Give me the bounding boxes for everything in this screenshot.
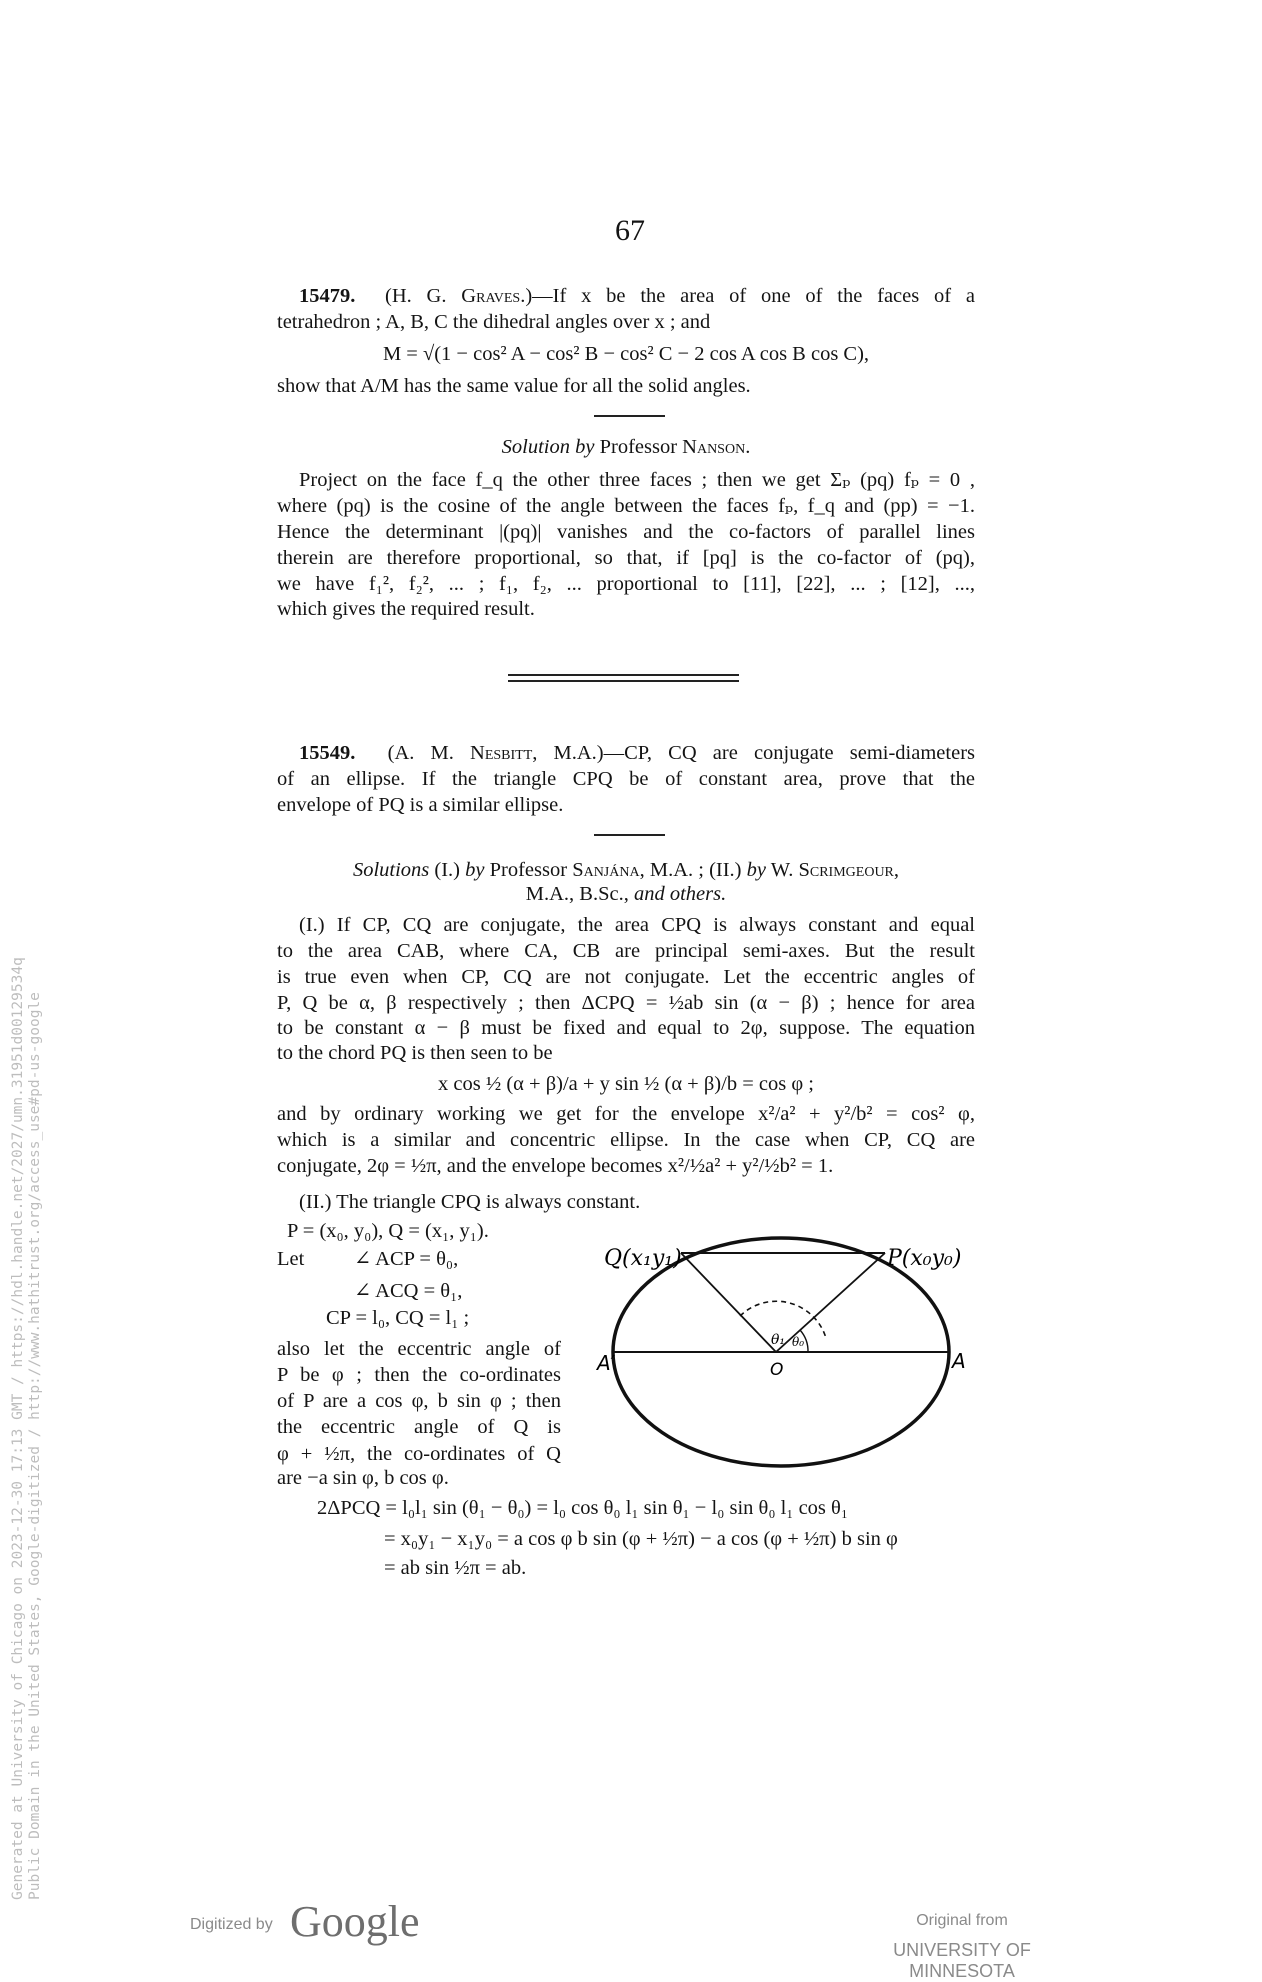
area-equation-2: = x₀y₁ − x₁y₀ = a cos φ b sin (φ + ½π) − a cos (φ + ½π) b sin φ	[384, 1528, 898, 1550]
area-equation-3: = ab sin ½π = ab.	[384, 1557, 527, 1579]
part2-line: φ + ½π, the co-ordinates of Q	[277, 1443, 561, 1465]
part2-intro: (II.) The triangle CPQ is always constant.	[299, 1191, 641, 1213]
q15479-formula: M = √(1 − cos² A − cos² B − cos² C − 2 cos A cos B cos C),	[382, 343, 870, 365]
label-theta1: θ₁	[771, 1332, 786, 1348]
page-number: 67	[615, 214, 645, 247]
part1-line: to the area CAB, where CA, CB are principal semi-axes. But the result	[277, 940, 975, 962]
solution-line: Project on the face f_q the other three faces ; then we get Σₚ (pq) fₚ = 0 ,	[299, 469, 975, 491]
part2-let: Let	[277, 1248, 305, 1270]
question-number: 15549.	[299, 742, 356, 764]
label-a: A	[952, 1349, 966, 1373]
q15549-line-3: envelope of PQ is a similar ellipse.	[277, 794, 564, 816]
part1-line: which is a similar and concentric ellipse. In the case when CP, CQ are	[277, 1129, 975, 1151]
area-equation-1: 2ΔPCQ = l₀l₁ sin (θ₁ − θ₀) = l₀ cos θ₀ l₁ sin θ₁ − l₀ sin θ₀ l₁ cos θ₁	[317, 1497, 848, 1519]
text: Professor	[484, 859, 573, 881]
part1-line: and by ordinary working we get for the envelope x²/a² + y²/b² = cos² φ,	[277, 1103, 975, 1125]
q15479-line-4: show that A/M has the same value for all the solid angles.	[277, 375, 751, 397]
institution-label: UNIVERSITY OF MINNESOTA	[893, 1940, 1031, 1981]
part2-line: P be φ ; then the co-ordinates	[277, 1364, 561, 1386]
watermark-line-1: Generated at University of Chicago on 2023-12-30 17:13 GMT / https://hdl.handle.net/2027/umn.31951d00129534q	[10, 957, 26, 1900]
original-from-label: Original from	[916, 1912, 1008, 1929]
label-o: O	[770, 1360, 784, 1380]
text: and others.	[633, 883, 727, 905]
text: .)—If x be the area of one of the faces of a	[520, 285, 975, 307]
part1-line: (I.) If CP, CQ are conjugate, the area CPQ is always constant and equal	[299, 914, 975, 936]
label-p: P(x₀y₀)	[887, 1246, 962, 1271]
solution-line: where (pq) is the cosine of the angle between the faces fₚ, f_q and (pp) = −1.	[277, 495, 975, 517]
text: ,	[893, 859, 900, 881]
label-a-prime: A′	[597, 1351, 616, 1375]
label-theta0: θ₀	[792, 1335, 805, 1349]
part2-line: the eccentric angle of Q is	[277, 1416, 561, 1438]
solution-line: Hence the determinant |(pq)| vanishes and the co-factors of parallel lines	[277, 521, 975, 543]
part2-line: are −a sin φ, b cos φ.	[277, 1467, 449, 1489]
text: , M.A. ; (II.)	[639, 859, 747, 881]
author-name: Nanson	[682, 436, 746, 458]
text: M.A., B.Sc.,	[525, 883, 634, 905]
part1-line: to be constant α − β must be fixed and equal to 2φ, suppose. The equation	[277, 1017, 975, 1039]
chord-equation: x cos ½ (α + β)/a + y sin ½ (α + β)/b = cos φ ;	[438, 1073, 814, 1095]
text: , M.A.)—CP, CQ are conjugate semi-diameters	[532, 742, 975, 764]
part2-pq: P = (x₀, y₀), Q = (x₁, y₁).	[287, 1220, 489, 1242]
text: Solution by	[501, 436, 595, 458]
part1-line: conjugate, 2φ = ½π, and the envelope becomes x²/½a² + y²/½b² = 1.	[277, 1155, 834, 1177]
part2-cp: CP = l₀, CQ = l₁ ;	[326, 1307, 470, 1329]
question-number: 15479.	[299, 285, 356, 307]
part2-line: of P are a cos φ, b sin φ ; then	[277, 1390, 561, 1412]
digitized-by-label: Digitized by	[190, 1916, 273, 1933]
author-name: Nesbitt	[470, 742, 533, 764]
google-logo: Google	[290, 1897, 420, 1946]
author-name: Sanjána	[572, 859, 640, 881]
solution-line: which gives the required result.	[277, 598, 535, 620]
part1-line: is true even when CP, CQ are not conjugate. Let the eccentric angles of	[277, 966, 975, 988]
text: Professor	[594, 436, 683, 458]
part1-line: to the chord PQ is then seen to be	[277, 1042, 553, 1064]
text: by	[465, 859, 485, 881]
text: (I.)	[429, 859, 466, 881]
label-q: Q(x₁y₁)	[604, 1246, 682, 1271]
text: (H. G.	[385, 285, 462, 307]
solution-line: we have f₁², f₂², ... ; f₁, f₂, ... proportional to [11], [22], ... ; [12], ...,	[277, 573, 975, 595]
q15549-line-2: of an ellipse. If the triangle CPQ be of constant area, prove that the	[277, 768, 975, 790]
part2-line: also let the eccentric angle of	[277, 1338, 561, 1360]
author-name: Graves	[461, 285, 521, 307]
part2-acq: ∠ ACQ = θ₁,	[354, 1280, 463, 1302]
text: W.	[766, 859, 799, 881]
author-name: Scrimgeour	[798, 859, 894, 881]
text: Solutions	[352, 859, 430, 881]
solution-heading: Solution by Professor Nanson.	[501, 436, 751, 458]
text: (A. M.	[387, 742, 471, 764]
q15479-line-2: tetrahedron ; A, B, C the dihedral angles over x ; and	[277, 311, 711, 333]
solution-line: therein are therefore proportional, so that, if [pq] is the co-factor of (pq),	[277, 547, 975, 569]
watermark-line-2: Public Domain in the United States, Google-digitized / http://www.hathitrust.org/access_use#pd-us-google	[27, 992, 43, 1900]
part2-acp: ∠ ACP = θ₀,	[354, 1248, 459, 1270]
line-oq	[681, 1253, 776, 1352]
part1-line: P, Q be α, β respectively ; then ΔCPQ = ½ab sin (α − β) ; hence for area	[277, 992, 975, 1014]
text: by	[746, 859, 766, 881]
